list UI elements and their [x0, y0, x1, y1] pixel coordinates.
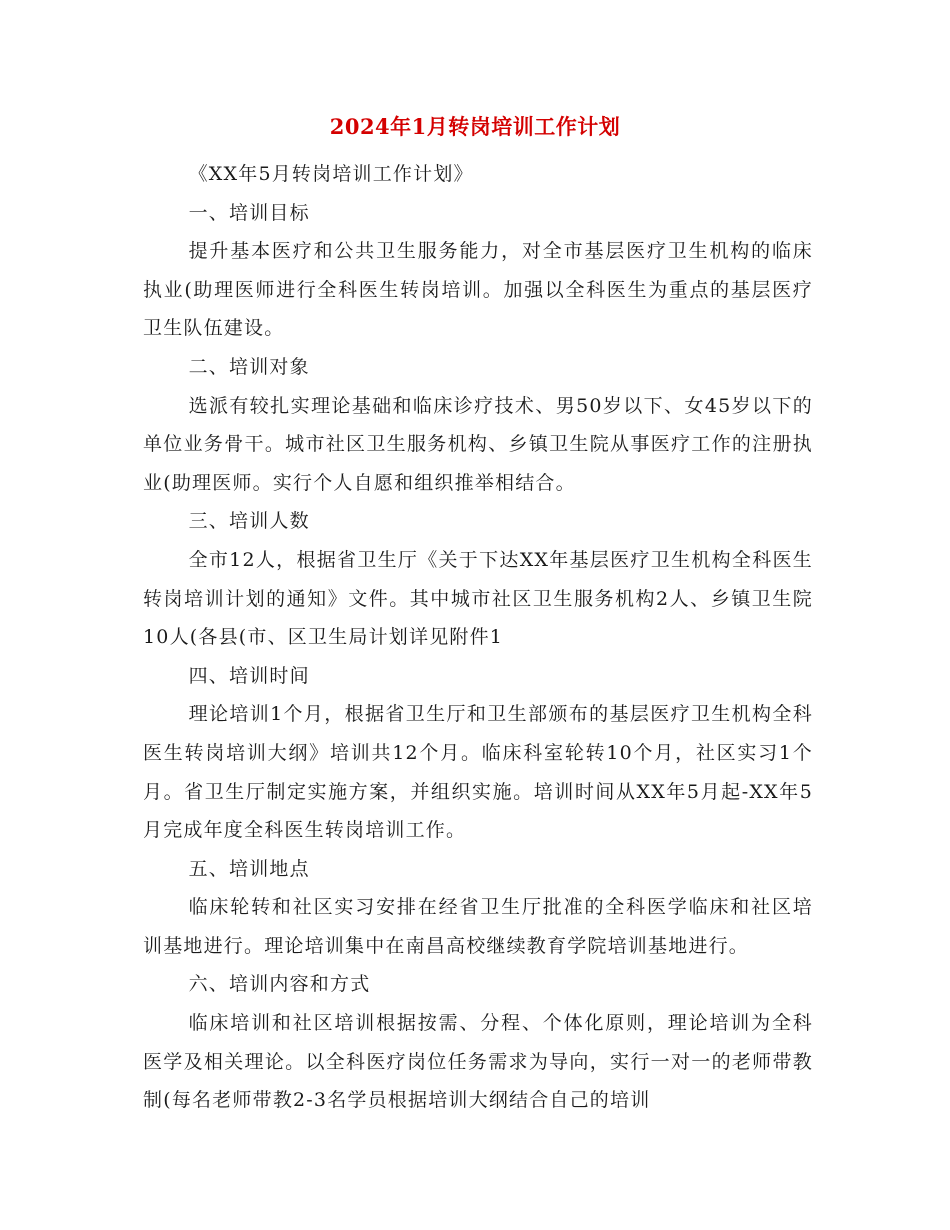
paragraph-training-goal: 提升基本医疗和公共卫生服务能力，对全市基层医疗卫生机构的临床执业(助理医师进行全科医生转岗培训。加强以全科医生为重点的基层医疗卫生队伍建设。 — [143, 240, 813, 340]
document-body — [143, 155, 813, 1120]
paragraph-training-target: 选派有较扎实理论基础和临床诊疗技术、男50岁以下、女45岁以下的单位业务骨干。城市社区卫生服务机构、乡镇卫生院从事医疗工作的注册执业(助理医师。实行个人自愿和组织推举相结合。 — [143, 394, 813, 494]
paragraph-training-location: 临床轮转和社区实习安排在经省卫生厅批准的全科医学临床和社区培训基地进行。理论培训集中在南昌高校继续教育学院培训基地进行。 — [143, 896, 813, 957]
heading-training-count: 三、培训人数 — [188, 510, 310, 533]
heading-training-target: 二、培训对象 — [188, 355, 310, 378]
paragraph-training-content: 临床培训和社区培训根据按需、分程、个体化原则，理论培训为全科医学及相关理论。以全科医疗岗位任务需求为导向，实行一对一的老师带教制(每名老师带教2-3名学员根据培训大纲结合自己的培训 — [143, 1012, 813, 1112]
paragraph-training-count: 全市12人，根据省卫生厅《关于下达XX年基层医疗卫生机构全科医生转岗培训计划的通知》文件。其中城市社区卫生服务机构2人、乡镇卫生院10人(各县(市、区卫生局计划详见附件1 — [143, 548, 813, 649]
document-title: 2024年1月转岗培训工作计划 — [329, 114, 621, 139]
heading-training-time: 四、培训时间 — [188, 664, 310, 687]
heading-training-content: 六、培训内容和方式 — [188, 973, 371, 996]
heading-training-goal: 一、培训目标 — [188, 201, 310, 224]
heading-training-location: 五、培训地点 — [188, 857, 310, 880]
paragraph-training-time: 理论培训1个月，根据省卫生厅和卫生部颁布的基层医疗卫生机构全科医生转岗培训大纲》培训共12个月。临床科室轮转10个月，社区实习1个月。省卫生厅制定实施方案，并组织实施。培训时间从XX年5月起-XX年5月完成年度全科医生转岗培训工作。 — [143, 703, 813, 842]
paragraph-source-title: 《XX年5月转岗培训工作计划》 — [188, 163, 474, 185]
